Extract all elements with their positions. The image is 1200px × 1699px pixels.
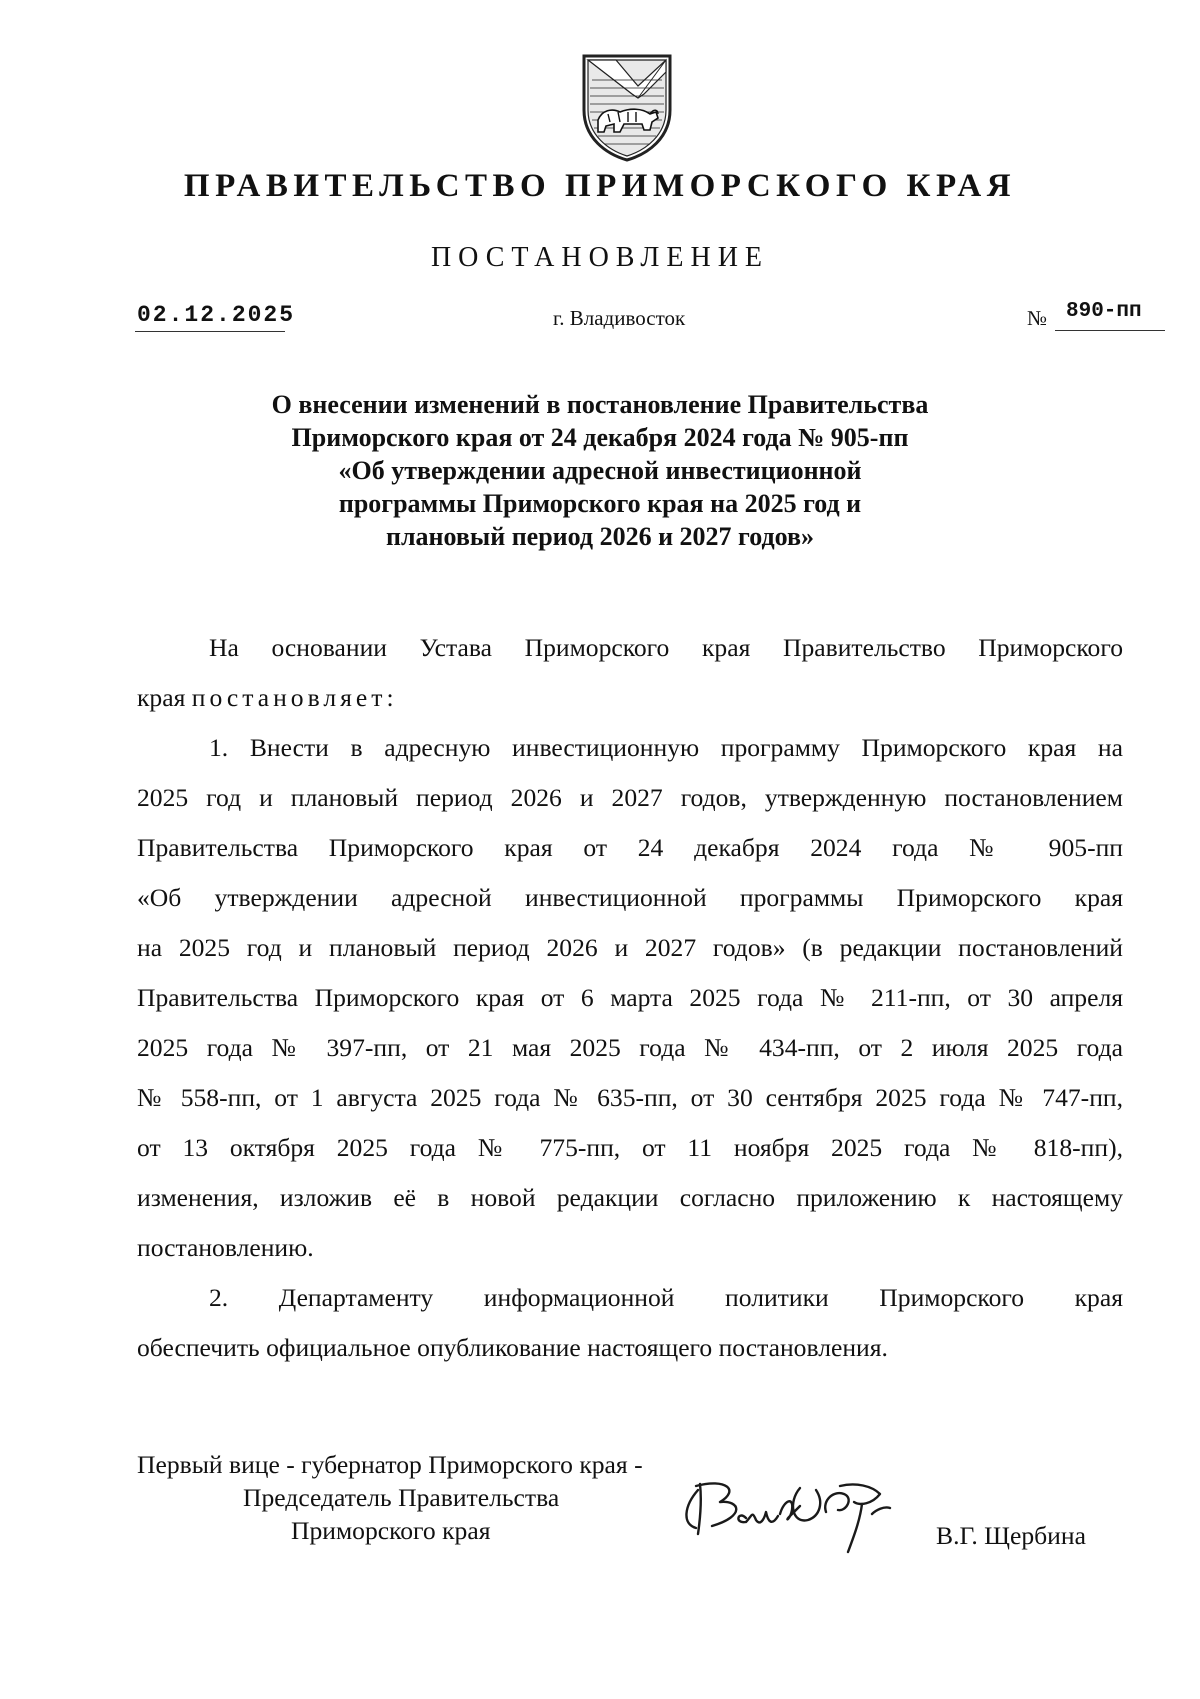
resolves-word: постановляет: xyxy=(191,683,398,712)
document-body xyxy=(137,623,1123,1373)
government-title: ПРАВИТЕЛЬСТВО ПРИМОРСКОГО КРАЯ xyxy=(183,168,1017,204)
document-subject xyxy=(200,388,1000,553)
document-number: 890-пп xyxy=(1066,300,1142,323)
signatory-name: В.Г. Щербина xyxy=(936,1521,1086,1550)
coat-of-arms-icon xyxy=(578,50,676,162)
item-1-line: от 13 октября 2025 года № 775-пп, от 11 ноября 2025 года № 818-пп), xyxy=(137,1133,1123,1162)
body-line xyxy=(137,673,1123,723)
signatory-title xyxy=(137,1448,643,1547)
subject-line: плановый период 2026 и 2027 годов» xyxy=(385,522,815,551)
subject-line: Приморского края от 24 декабря 2024 года № 905-пп xyxy=(291,423,909,452)
item-1-line: № 558-пп, от 1 августа 2025 года № 635-пп, от 30 сентября 2025 года № 747-пп, xyxy=(137,1083,1123,1112)
handwritten-signature-icon xyxy=(676,1476,906,1562)
signatory-title-line: Председатель Правительства xyxy=(243,1483,560,1512)
item-1-line: на 2025 год и плановый период 2026 и 2027 годов» (в редакции постановлений xyxy=(137,933,1123,962)
signatory-title-line: Первый вице - губернатор Приморского края - xyxy=(137,1450,643,1479)
document-city: г. Владивосток xyxy=(553,306,686,330)
item-1-line: «Об утверждении адресной инвестиционной программы Приморского края xyxy=(137,883,1123,912)
item-1-line: 2025 года № 397-пп, от 21 мая 2025 года № 434-пп, от 2 июля 2025 года xyxy=(137,1033,1123,1062)
item-1-line: 1. Внести в адресную инвестиционную программу Приморского края на xyxy=(209,733,1123,762)
item-2-line: обеспечить официальное опубликование настоящего постановления. xyxy=(137,1333,888,1362)
item-1-line: 2025 год и плановый период 2026 и 2027 годов, утвержденную постановлением xyxy=(137,783,1123,812)
document-type: ПОСТАНОВЛЕНИЕ xyxy=(430,242,770,273)
item-1-line: Правительства Приморского края от 24 декабря 2024 года № 905-пп xyxy=(137,833,1123,862)
document-date: 02.12.2025 xyxy=(137,302,296,328)
body-text: края xyxy=(137,683,192,712)
item-1-line: Правительства Приморского края от 6 марта 2025 года № 211-пп, от 30 апреля xyxy=(137,983,1123,1012)
item-1-line: постановлению. xyxy=(137,1233,314,1262)
item-1-line: изменения, изложив её в новой редакции согласно приложению к настоящему xyxy=(137,1183,1123,1212)
subject-line: «Об утверждении адресной инвестиционной xyxy=(338,456,862,485)
signatory-title-line: Приморского края xyxy=(291,1516,491,1545)
item-2-line: 2. Департаменту информационной политики Приморского края xyxy=(209,1283,1123,1312)
subject-line: О внесении изменений в постановление Правительства xyxy=(271,390,929,419)
body-line: На основании Устава Приморского края Правительство Приморского xyxy=(209,633,1123,662)
number-underline xyxy=(1055,330,1165,331)
subject-line: программы Приморского края на 2025 год и xyxy=(338,489,862,518)
number-sign: № xyxy=(1027,306,1048,330)
date-underline xyxy=(135,331,285,332)
